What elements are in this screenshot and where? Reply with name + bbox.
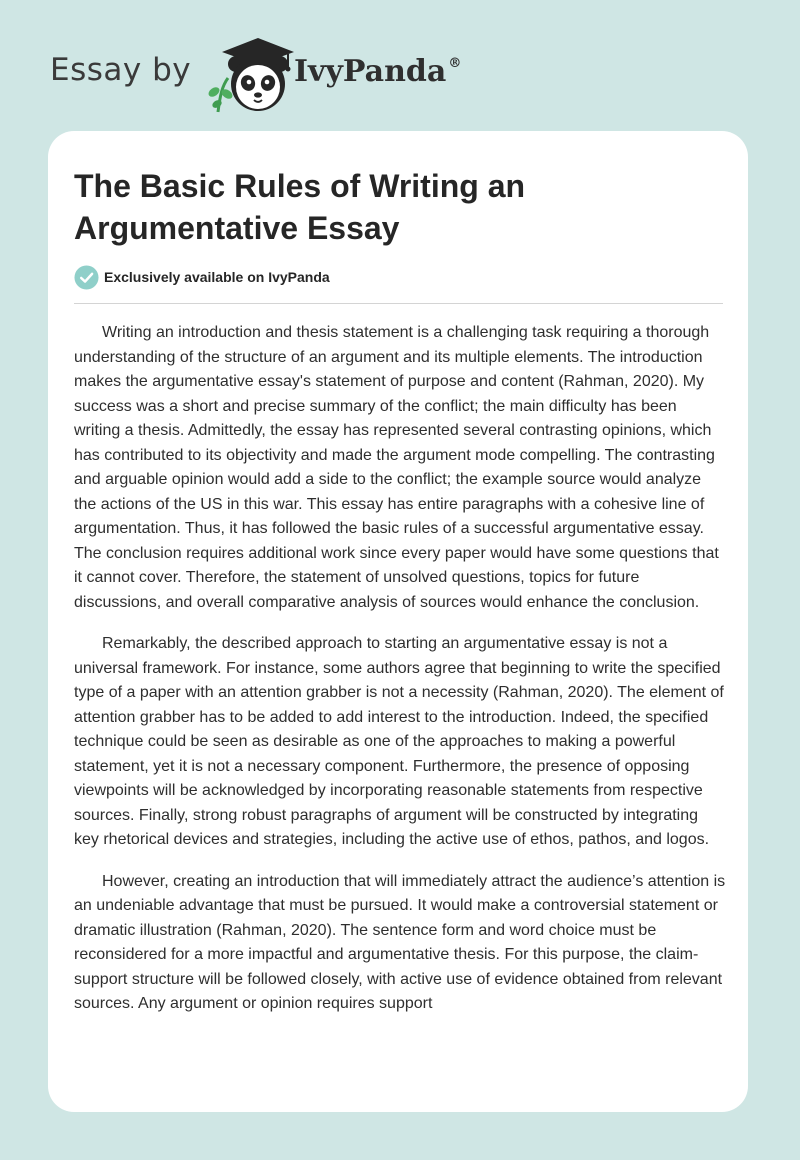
registered-mark: ® xyxy=(448,56,462,71)
paragraph: Writing an introduction and thesis statement is a challenging task requiring a thorough understanding of the structure of an argument and its multiple elements. The introduction makes the argumentative essay's statement of purpose and content (Rahman, 2020). My success was a short and precise summary of the conflict; the main difficulty has been writing a thesis. Admittedly, the essay has represented several contrasting opinions, which has contributed to its objectivity and made the argument mode compelling. The contrasting and arguable opinion would add a side to the conflict; the example source would analyze the actions of the US in this war. This essay has entire paragraphs with a cohesive line of argumentation. Thus, it has followed the basic rules of a successful argumentative essay. The conclusion requires additional work since every paper would have some questions that it cannot cover. Therefore, the statement of unsolved questions, topics for future discussions, and overall comparative analysis of sources would enhance the conclusion. xyxy=(74,324,719,611)
brand-name xyxy=(294,54,461,89)
page-title: The Basic Rules of Writing an Argumentative Essay xyxy=(74,168,526,246)
brand-name-text: IvyPanda xyxy=(294,54,447,89)
check-circle-icon xyxy=(74,265,99,290)
essay-body xyxy=(74,321,726,1034)
exclusive-badge xyxy=(74,265,330,289)
paragraph: Remarkably, the described approach to starting an argumentative essay is not a universal framework. For instance, some authors agree that beginning to write the specified type of a paper with an attention grabber is not a necessity (Rahman, 2020). The element of attention grabber has to be added to add interest to the introduction. Indeed, the specified technique could be seen as desirable as one of the approaches to making a powerful statement, yet it is not a necessary component. Furthermore, the presence of opposing viewpoints will be acknowledged by incorporating reasonable statements from respective sources. Finally, strong robust paragraphs of argument will be constructed by integrating key rhetorical devices and strategies, including the active use of ethos, pathos, and logos. xyxy=(74,635,724,848)
badge-label: Exclusively available on IvyPanda xyxy=(104,269,330,285)
essay-card xyxy=(48,131,748,1112)
divider xyxy=(74,303,723,304)
site-header xyxy=(50,32,510,112)
panda-logo-icon[interactable] xyxy=(200,34,300,114)
paragraph: However, creating an introduction that will immediately attract the audience’s attention is an undeniable advantage that must be pursued. It would make a controversial statement or dramatic illustration (Rahman, 2020). The sentence form and word choice must be reconsidered for a more impactful and argumentative thesis. For this purpose, the claim-support structure will be followed closely, with active use of evidence obtained from relevant sources. Any argument or opinion requires support xyxy=(74,872,726,1012)
brand-prefix: Essay by xyxy=(50,52,192,88)
